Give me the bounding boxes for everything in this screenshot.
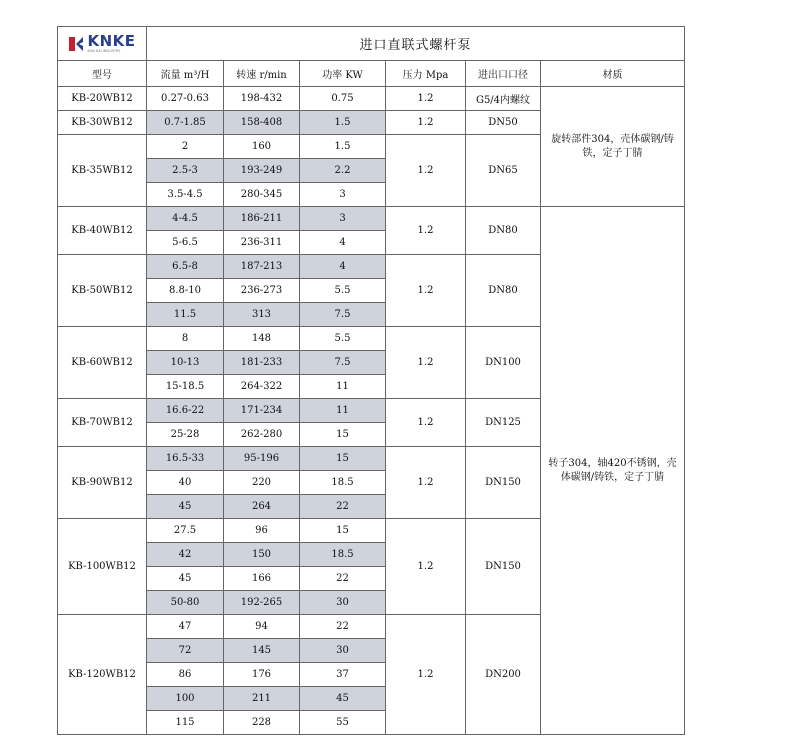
- port-cell: DN50: [466, 111, 541, 135]
- flow-cell: 47: [147, 615, 224, 639]
- flow-cell: 72: [147, 639, 224, 663]
- flow-cell: 50-80: [147, 591, 224, 615]
- port-cell: G5/4内螺纹: [466, 87, 541, 111]
- port-cell: DN80: [466, 207, 541, 255]
- flow-cell: 11.5: [147, 303, 224, 327]
- flow-cell: 45: [147, 567, 224, 591]
- power-cell: 0.75: [300, 87, 386, 111]
- power-cell: 22: [300, 615, 386, 639]
- flow-cell: 5-6.5: [147, 231, 224, 255]
- flow-cell: 4-4.5: [147, 207, 224, 231]
- port-cell: DN200: [466, 615, 541, 735]
- flow-cell: 8.8-10: [147, 279, 224, 303]
- flow-cell: 100: [147, 687, 224, 711]
- speed-cell: 148: [224, 327, 300, 351]
- power-cell: 37: [300, 663, 386, 687]
- model-cell: KB-120WB12: [58, 615, 147, 735]
- port-cell: DN150: [466, 447, 541, 519]
- power-cell: 3: [300, 183, 386, 207]
- company-logo: [58, 31, 146, 54]
- logo-cell: [58, 27, 147, 61]
- power-cell: 11: [300, 399, 386, 423]
- power-cell: 4: [300, 255, 386, 279]
- power-cell: 15: [300, 519, 386, 543]
- speed-cell: 160: [224, 135, 300, 159]
- flow-cell: 40: [147, 471, 224, 495]
- pressure-cell: 1.2: [386, 399, 466, 447]
- speed-cell: 236-311: [224, 231, 300, 255]
- flow-cell: 0.27-0.63: [147, 87, 224, 111]
- power-cell: 45: [300, 687, 386, 711]
- model-cell: KB-40WB12: [58, 207, 147, 255]
- header-power: 功率 KW: [300, 61, 386, 87]
- title-row: [58, 27, 685, 61]
- table-row: [58, 87, 685, 111]
- flow-cell: 16.5-33: [147, 447, 224, 471]
- material-cell: 旋转部件304，壳体碳钢/铸铁，定子丁腈: [541, 87, 685, 207]
- pressure-cell: 1.2: [386, 519, 466, 615]
- speed-cell: 198-432: [224, 87, 300, 111]
- pressure-cell: 1.2: [386, 447, 466, 519]
- flow-cell: 42: [147, 543, 224, 567]
- speed-cell: 166: [224, 567, 300, 591]
- model-cell: KB-100WB12: [58, 519, 147, 615]
- pressure-cell: 1.2: [386, 111, 466, 135]
- power-cell: 3: [300, 207, 386, 231]
- power-cell: 18.5: [300, 471, 386, 495]
- power-cell: 30: [300, 639, 386, 663]
- power-cell: 30: [300, 591, 386, 615]
- power-cell: 5.5: [300, 279, 386, 303]
- pressure-cell: 1.2: [386, 135, 466, 207]
- power-cell: 22: [300, 495, 386, 519]
- table-title: 进口直联式螺杆泵: [147, 27, 685, 61]
- port-cell: DN125: [466, 399, 541, 447]
- flow-cell: 2: [147, 135, 224, 159]
- speed-cell: 228: [224, 711, 300, 735]
- flow-cell: 25-28: [147, 423, 224, 447]
- pressure-cell: 1.2: [386, 615, 466, 735]
- model-cell: KB-70WB12: [58, 399, 147, 447]
- header-speed: 转速 r/min: [224, 61, 300, 87]
- power-cell: 4: [300, 231, 386, 255]
- port-cell: DN80: [466, 255, 541, 327]
- flow-cell: 2.5-3: [147, 159, 224, 183]
- port-cell: DN100: [466, 327, 541, 399]
- speed-cell: 96: [224, 519, 300, 543]
- flow-cell: 86: [147, 663, 224, 687]
- flow-cell: 27.5: [147, 519, 224, 543]
- speed-cell: 95-196: [224, 447, 300, 471]
- table-row: [58, 207, 685, 231]
- header-pressure: 压力 Mpa: [386, 61, 466, 87]
- speed-cell: 158-408: [224, 111, 300, 135]
- speed-cell: 220: [224, 471, 300, 495]
- speed-cell: 193-249: [224, 159, 300, 183]
- logo-name: KNKE: [87, 31, 136, 50]
- header-material: 材质: [541, 61, 685, 87]
- speed-cell: 211: [224, 687, 300, 711]
- speed-cell: 145: [224, 639, 300, 663]
- speed-cell: 280-345: [224, 183, 300, 207]
- power-cell: 11: [300, 375, 386, 399]
- flow-cell: 10-13: [147, 351, 224, 375]
- power-cell: 7.5: [300, 303, 386, 327]
- speed-cell: 264: [224, 495, 300, 519]
- speed-cell: 264-322: [224, 375, 300, 399]
- model-cell: KB-30WB12: [58, 111, 147, 135]
- power-cell: 18.5: [300, 543, 386, 567]
- speed-cell: 186-211: [224, 207, 300, 231]
- flow-cell: 45: [147, 495, 224, 519]
- header-row: [58, 61, 685, 87]
- model-cell: KB-20WB12: [58, 87, 147, 111]
- power-cell: 7.5: [300, 351, 386, 375]
- pump-spec-table: [57, 26, 685, 735]
- flow-cell: 6.5-8: [147, 255, 224, 279]
- speed-cell: 176: [224, 663, 300, 687]
- speed-cell: 192-265: [224, 591, 300, 615]
- pressure-cell: 1.2: [386, 255, 466, 327]
- model-cell: KB-90WB12: [58, 447, 147, 519]
- speed-cell: 187-213: [224, 255, 300, 279]
- power-cell: 15: [300, 447, 386, 471]
- power-cell: 1.5: [300, 135, 386, 159]
- flow-cell: 8: [147, 327, 224, 351]
- power-cell: 15: [300, 423, 386, 447]
- knke-logo-icon: [68, 36, 84, 52]
- power-cell: 22: [300, 567, 386, 591]
- header-port: 进出口口径: [466, 61, 541, 87]
- speed-cell: 94: [224, 615, 300, 639]
- flow-cell: 15-18.5: [147, 375, 224, 399]
- power-cell: 1.5: [300, 111, 386, 135]
- power-cell: 55: [300, 711, 386, 735]
- speed-cell: 171-234: [224, 399, 300, 423]
- pressure-cell: 1.2: [386, 207, 466, 255]
- flow-cell: 115: [147, 711, 224, 735]
- power-cell: 5.5: [300, 327, 386, 351]
- flow-cell: 3.5-4.5: [147, 183, 224, 207]
- flow-cell: 16.6-22: [147, 399, 224, 423]
- material-cell: 转子304，轴420不锈钢，壳体碳钢/铸铁，定子丁腈: [541, 207, 685, 735]
- pressure-cell: 1.2: [386, 87, 466, 111]
- pressure-cell: 1.2: [386, 327, 466, 399]
- flow-cell: 0.7-1.85: [147, 111, 224, 135]
- model-cell: KB-35WB12: [58, 135, 147, 207]
- speed-cell: 262-280: [224, 423, 300, 447]
- speed-cell: 313: [224, 303, 300, 327]
- power-cell: 2.2: [300, 159, 386, 183]
- port-cell: DN65: [466, 135, 541, 207]
- port-cell: DN150: [466, 519, 541, 615]
- logo-subtitle: KUN KAI INDUSTRY: [87, 48, 121, 53]
- speed-cell: 236-273: [224, 279, 300, 303]
- model-cell: KB-50WB12: [58, 255, 147, 327]
- speed-cell: 150: [224, 543, 300, 567]
- speed-cell: 181-233: [224, 351, 300, 375]
- header-flow: 流量 m³/H: [147, 61, 224, 87]
- header-model: 型号: [58, 61, 147, 87]
- model-cell: KB-60WB12: [58, 327, 147, 399]
